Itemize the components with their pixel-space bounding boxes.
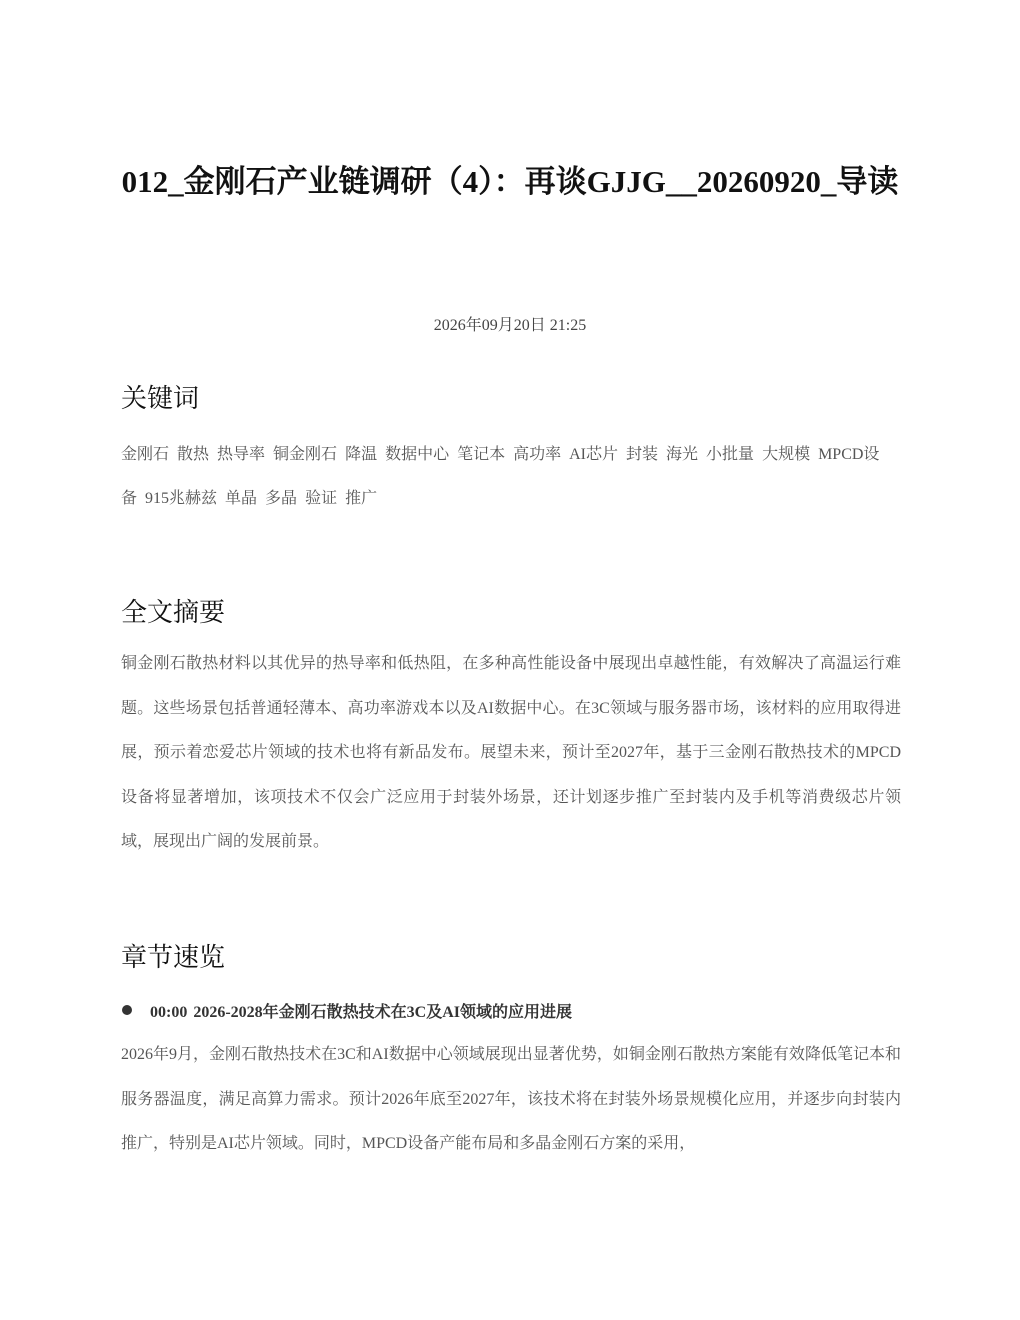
keyword-item: AI芯片 — [569, 446, 619, 463]
keyword-item: 笔记本 — [457, 446, 506, 463]
keyword-item: 铜金刚石 — [273, 446, 338, 463]
keyword-item: 单晶 — [225, 490, 258, 507]
keyword-item: 多晶 — [265, 490, 298, 507]
keyword-item: 数据中心 — [385, 446, 450, 463]
keywords-list — [121, 433, 901, 521]
keyword-item: 金刚石 — [121, 446, 170, 463]
document-datetime: 2026年09月20日 21:25 — [433, 317, 587, 334]
chapter-timestamp: 00:00 — [150, 1003, 188, 1021]
chapter-title-text: 2026-2028年金刚石散热技术在3C及AI领域的应用进展 — [193, 1003, 572, 1021]
summary-text: 铜金刚石散热材料以其优异的热导率和低热阻，在多种高性能设备中展现出卓越性能，有效解决了高温运行难题。这些场景包括普通轻薄本、高功率游戏本以及AI数据中心。在3C领域与服务器市场，该材料的应用取得进展，预示着恋爱芯片领域的技术也将有新品发布。展望未来，预计至2027年，基于三金刚石散热技术的MPCD设备将显著增加，该项技术不仅会广泛应用于封装外场景，还计划逐步推广至封装内及手机等消费级芯片领域，展现出广阔的发展前景。 — [121, 655, 901, 850]
keyword-item: 海光 — [666, 446, 699, 463]
chapter-item — [121, 994, 901, 1026]
chapters-heading: 章节速览 — [121, 943, 226, 972]
keyword-item: 散热 — [177, 446, 210, 463]
keyword-item: 降温 — [345, 446, 378, 463]
keyword-item: 小批量 — [706, 446, 755, 463]
keyword-item: 热导率 — [217, 446, 266, 463]
chapter-text: 2026年9月，金刚石散热技术在3C和AI数据中心领域展现出显著优势，如铜金刚石散热方案能有效降低笔记本和服务器温度，满足高算力需求。预计2026年底至2027年，该技术将在封装外场景规模化应用，并逐步向封装内推广，特别是AI芯片领域。同时，MPCD设备产能布局和多晶金刚石方案的采用， — [121, 1046, 901, 1152]
document-title: 012_金刚石产业链调研（4）：再谈GJJG__20260920_导读 — [121, 164, 899, 199]
summary-heading: 全文摘要 — [121, 598, 226, 627]
keyword-item: 915兆赫兹 — [145, 490, 218, 507]
bullet-icon — [122, 1005, 132, 1015]
keyword-item: MPCD设备 — [121, 446, 880, 507]
keyword-item: 推广 — [345, 490, 378, 507]
keyword-item: 高功率 — [513, 446, 562, 463]
chapter-title — [150, 999, 572, 1022]
keyword-item: 验证 — [305, 490, 338, 507]
keyword-item: 大规模 — [762, 446, 811, 463]
keywords-heading: 关键词 — [121, 384, 200, 413]
keyword-item: 封装 — [626, 446, 659, 463]
